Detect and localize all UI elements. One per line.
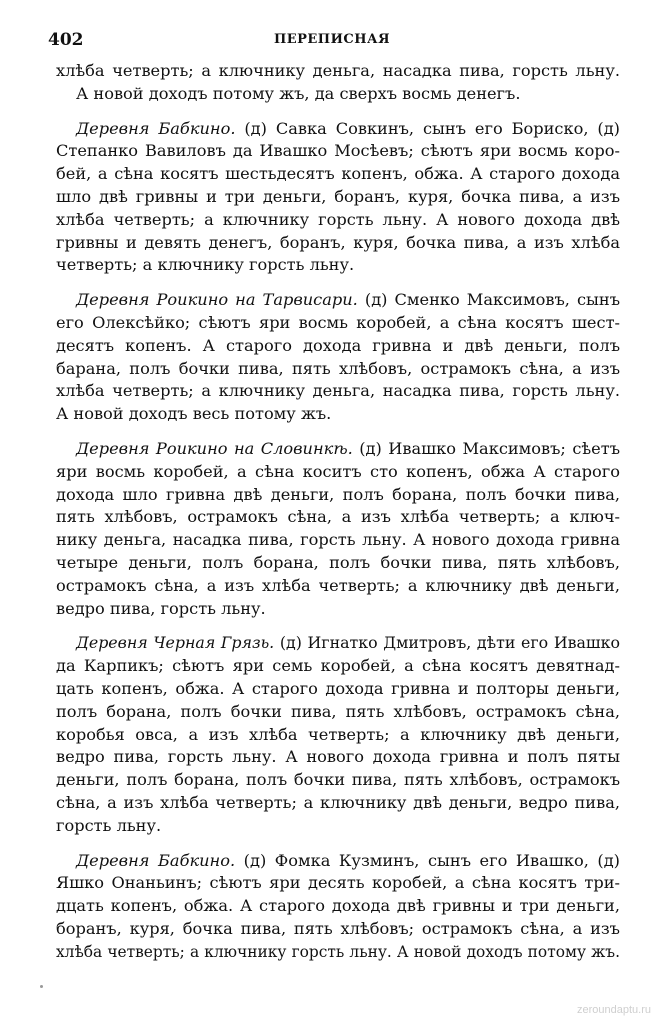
text-line: хлѣба четверть; а ключнику горсть льну. А нового дохода двѣ	[56, 209, 620, 229]
text-run: (д) Фомка Кузминъ, сынъ его Ивашко, (д)	[235, 850, 620, 870]
text-line: хлѣба четверть; а ключнику деньга, насадка пива, горсть льну.	[56, 381, 620, 401]
text-line: да Карпикъ; сѣютъ яри семь коробей, а сѣна косятъ девятнад-	[56, 656, 620, 676]
text-line: А новой доходъ весь потому жъ.	[56, 404, 332, 424]
text-line: четверть; а ключнику горсть льну.	[56, 255, 355, 275]
text-line: деньги, полъ борана, полъ бочки пива, пять хлѣбовъ, острамокъ	[56, 770, 620, 790]
text-line: шло двѣ гривны и три деньги, боранъ, куря, бочка пива, а изъ	[56, 186, 620, 206]
village-name: Деревня Роикино на Словинкѣ.	[76, 438, 353, 458]
text-line: Степанко Вавиловъ да Ивашко Мосѣевъ; сѣютъ яри восмь коро-	[56, 141, 620, 161]
village-name: Деревня Бабкино.	[76, 118, 236, 138]
text-line: пять хлѣбовъ, острамокъ сѣна, а изъ хлѣба четверть; а ключ-	[56, 507, 620, 527]
text-line: Яшко Онаньинъ; сѣютъ яри десять коробей, а сѣна косятъ три-	[56, 873, 620, 893]
text-line: горсть льну.	[56, 815, 162, 835]
text-line: цать копенъ, обжа. А старого дохода гривна и полторы деньги,	[56, 678, 620, 698]
text-line: нику деньга, насадка пива, горсть льну. А нового дохода гривна	[56, 530, 620, 550]
text-line: барана, полъ бочки пива, пять хлѣбовъ, острамокъ сѣна, а изъ	[56, 358, 620, 378]
text-line: острамокъ сѣна, а изъ хлѣба четверть; а ключнику двѣ деньги,	[56, 575, 620, 595]
text-line-first	[56, 850, 620, 873]
text-line: ведро пива, горсть льну. А нового дохода гривна и полъ пяты	[56, 747, 620, 767]
watermark: zeroundaptu.ru	[577, 1004, 651, 1016]
text-run: (д) Ивашко Максимовъ; сѣетъ	[352, 438, 620, 458]
page-header	[48, 30, 616, 54]
text-line: гривны и девять денегъ, боранъ, куря, бочка пива, а изъ хлѣба	[56, 232, 620, 252]
text-line: дохода шло гривна двѣ деньги, полъ борана, полъ бочки пива,	[56, 484, 620, 504]
text-line: его Олексѣйко; сѣютъ яри восмь коробей, а сѣна косятъ шест-	[56, 312, 620, 332]
text-line: четыре деньги, полъ борана, полъ бочки пива, пять хлѣбовъ,	[56, 552, 620, 572]
text-line: хлѣба четверть; а ключнику деньга, насадка пива, горсть льну.	[56, 61, 620, 80]
text-line: бей, а сѣна косятъ шестьдесятъ копенъ, обжа. А старого дохода	[56, 164, 620, 184]
village-name: Деревня Бабкино.	[76, 850, 236, 870]
text-line: А новой доходъ потому жъ, да сверхъ восмь денегъ.	[76, 83, 521, 103]
paragraph	[56, 438, 620, 620]
text-run: (д) Савка Совкинъ, сынъ его Бориско, (д)	[235, 118, 621, 138]
text-line: боранъ, куря, бочка пива, пять хлѣбовъ; острамокъ сѣна, а изъ	[56, 918, 620, 938]
text-line-first	[56, 438, 620, 461]
text-line: коробья овса, а изъ хлѣба четверть; а ключнику двѣ деньги,	[56, 724, 620, 744]
paper-speck	[40, 985, 43, 988]
text-line: полъ борана, полъ бочки пива, пять хлѣбовъ, острамокъ сѣна,	[56, 701, 620, 721]
text-line-first	[56, 632, 620, 655]
text-line: десятъ копенъ. А старого дохода гривна и двѣ деньги, полъ	[56, 335, 620, 355]
paragraph	[56, 850, 620, 964]
village-name: Деревня Роикино на Тарвисари.	[76, 290, 358, 310]
page-number: 402	[48, 30, 84, 50]
paragraph	[56, 60, 620, 106]
text-line: дцать копенъ, обжа. А старого дохода двѣ гривны и три деньги,	[56, 896, 620, 916]
paragraph	[56, 632, 620, 837]
text-line-first	[56, 289, 620, 312]
text-run: (д) Сменко Максимовъ, сынъ	[357, 290, 620, 310]
body-text	[56, 60, 620, 963]
paragraph	[56, 118, 620, 278]
text-line: ведро пива, горсть льну.	[56, 598, 266, 618]
text-line: яри восмь коробей, а сѣна коситъ сто копенъ, обжа А старого	[56, 461, 620, 481]
running-title: ПЕРЕПИСНАЯ	[273, 32, 391, 47]
text-line-first	[56, 118, 620, 141]
text-line: хлѣба четверть; а ключнику горсть льну. А новой доходъ потому жъ.	[56, 942, 620, 961]
village-name: Деревня Черная Грязь.	[76, 633, 275, 653]
text-line: сѣна, а изъ хлѣба четверть; а ключнику двѣ деньги, ведро пива,	[56, 792, 620, 812]
paragraph	[56, 289, 620, 426]
text-run: (д) Игнатко Дмитровъ, дѣти его Ивашко	[274, 633, 620, 653]
